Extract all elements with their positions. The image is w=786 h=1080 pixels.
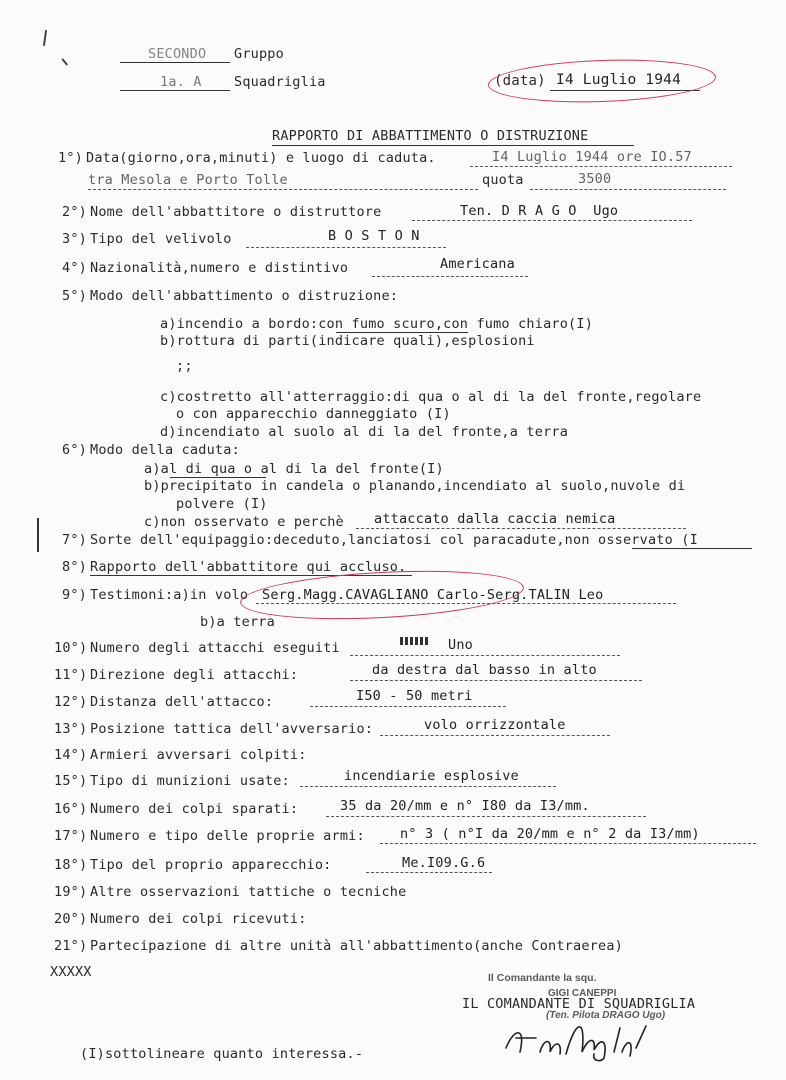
item-17-rule — [380, 843, 756, 844]
item-13-rule — [380, 735, 610, 736]
item-1-rule — [470, 166, 732, 167]
item-7-label: Sorte dell'equipaggio:deceduto,lanciatosi col paracadute,non osservato (I — [90, 532, 698, 548]
commander-stamp-line1: Il Comandante la squ. — [488, 972, 597, 984]
gruppo-underline — [120, 62, 230, 63]
item-7-underline — [632, 548, 752, 549]
footnote: (I)sottolineare quanto interessa.- — [80, 1046, 364, 1062]
item-18-number: 18°) — [54, 857, 88, 873]
item-18-value: Me.I09.G.6 — [402, 855, 486, 871]
item-14-number: 14°) — [54, 747, 88, 763]
item-6c: c)non osservato e perchè — [144, 514, 344, 530]
item-4-rule — [372, 276, 528, 277]
item-4-value: Americana — [440, 256, 515, 272]
item-12-label: Distanza dell'attacco: — [90, 694, 274, 710]
item-1-place-rule — [88, 189, 478, 190]
item-2-label: Nome dell'abbattitore o distruttore — [90, 204, 382, 220]
item-21-number: 21°) — [54, 938, 88, 954]
item-8-number: 8°) — [62, 559, 87, 575]
gruppo-label: Gruppo — [234, 46, 284, 62]
item-13-value: volo orrizzontale — [424, 717, 566, 733]
data-value: I4 Luglio 1944 — [556, 72, 682, 88]
item-9-value: Serg.Magg.CAVAGLIANO Carlo-Serg.TALIN Leo — [262, 587, 604, 603]
item-3-value: B O S T O N — [328, 228, 420, 244]
item-17-number: 17°) — [54, 828, 88, 844]
item-6b: b)precipitato in candela o planando,incendiato al suolo,nuvole di — [144, 478, 686, 494]
item-15-label: Tipo di munizioni usate: — [90, 773, 290, 789]
item-2-value: Ten. D R A G O Ugo — [460, 203, 619, 219]
item-13-number: 13°) — [54, 721, 88, 737]
item-21-label: Partecipazione di altre unità all'abbattimento(anche Contraerea) — [90, 938, 623, 954]
struck-marks: XXXXX — [50, 964, 92, 980]
item-3-number: 3°) — [62, 231, 87, 247]
item-6-number: 6°) — [62, 442, 87, 458]
item-1-quota-rule — [530, 189, 726, 190]
item-16-number: 16°) — [54, 801, 88, 817]
item-13-label: Posizione tattica dell'avversario: — [90, 721, 374, 737]
item-5b: b)rottura di parti(indicare quali),esplosioni — [160, 333, 535, 349]
item-3-rule — [246, 247, 446, 248]
item-9b: b)a terra — [200, 614, 275, 630]
header-tick-mark-2 — [61, 54, 72, 65]
item-6b-cont: polvere (I) — [176, 496, 268, 512]
item-5-label: Modo dell'abbattimento o distruzione: — [90, 288, 399, 304]
squadriglia-value: 1a. A — [160, 74, 202, 90]
item-9-label: Testimoni:a)in volo — [90, 587, 249, 603]
item-18-label: Tipo del proprio apparecchio: — [90, 857, 332, 873]
squadriglia-label: Squadriglia — [234, 74, 326, 90]
item-12-number: 12°) — [54, 694, 88, 710]
item-2-number: 2°) — [62, 204, 87, 220]
item-1-value: I4 Luglio 1944 ore IO.57 — [492, 149, 692, 165]
date-circle-mark — [487, 56, 716, 106]
item-4-label: Nazionalità,numero e distintivo — [90, 260, 349, 276]
item-8-label: Rapporto dell'abbattitore qui accluso. — [90, 559, 407, 575]
item-4-number: 4°) — [62, 260, 87, 276]
item-5b-cont: ;; — [176, 358, 193, 374]
commander-stamp-name: GIGI CANEPPI — [548, 988, 617, 999]
item-6a: a)al di qua o al di la del fronte(I) — [144, 461, 444, 477]
item-11-number: 11°) — [54, 667, 88, 683]
item-20-number: 20°) — [54, 911, 88, 927]
item-5d: d)incendiato al suolo al di la del fronte,a terra — [160, 424, 569, 440]
item-9-number: 9°) — [62, 587, 87, 603]
item-11-rule — [350, 680, 642, 681]
title-underline — [272, 145, 634, 146]
item-5c-cont: o con apparecchio danneggiato (I) — [176, 406, 451, 422]
item-12-value: I50 - 50 metri — [356, 688, 473, 704]
item-6c-value: attaccato dalla caccia nemica — [374, 511, 616, 527]
item-16-rule — [326, 816, 646, 817]
item-20-label: Numero dei colpi ricevuti: — [90, 911, 307, 927]
item-19-number: 19°) — [54, 884, 88, 900]
item-6c-rule — [356, 528, 686, 529]
margin-bar-6 — [37, 518, 39, 552]
commander-title: IL COMANDANTE DI SQUADRIGLIA — [462, 996, 696, 1012]
item-10-value: Uno — [448, 637, 473, 653]
item-10-rule — [350, 655, 620, 656]
item-3-label: Tipo del velivolo — [90, 231, 232, 247]
item-10-strikeout — [400, 637, 430, 645]
gruppo-value: SECONDO — [148, 46, 207, 62]
signature-mark — [496, 1008, 656, 1064]
commander-stamp-line3: (Ten. Pilota DRAGO Ugo) — [546, 1010, 666, 1021]
item-16-value: 35 da 20/mm e n° I80 da I3/mm. — [340, 798, 590, 814]
item-15-rule — [300, 786, 556, 787]
item-1-label: Data(giorno,ora,minuti) e luogo di caduta. — [86, 150, 436, 166]
item-19-label: Altre osservazioni tattiche o tecniche — [90, 884, 407, 900]
item-1-quota-label: quota — [482, 172, 524, 188]
item-16-label: Numero dei colpi sparati: — [90, 801, 299, 817]
item-1-place: tra Mesola e Porto Tolle — [88, 172, 288, 188]
item-10-number: 10°) — [54, 640, 88, 656]
header-tick-mark — [43, 30, 47, 46]
item-15-number: 15°) — [54, 773, 88, 789]
item-17-label: Numero e tipo delle proprie armi: — [90, 828, 365, 844]
squadriglia-underline — [120, 90, 230, 91]
item-1-quota-value: 3500 — [578, 171, 612, 187]
item-2-rule — [412, 220, 692, 221]
item-11-label: Direzione degli attacchi: — [90, 667, 299, 683]
item-11-value: da destra dal basso in alto — [372, 662, 597, 678]
item-12-rule — [310, 706, 506, 707]
item-10-label: Numero degli attacchi eseguiti — [90, 640, 340, 656]
item-5a: a)incendio a bordo:con fumo scuro,con fumo chiaro(I) — [160, 316, 594, 332]
item-14-label: Armieri avversari colpiti: — [90, 747, 307, 763]
item-1-number: 1°) — [58, 150, 83, 166]
item-5-number: 5°) — [62, 288, 87, 304]
item-18-rule — [366, 872, 492, 873]
data-label: (data) — [494, 73, 546, 89]
item-17-value: n° 3 ( n°I da 20/mm e n° 2 da I3/mm) — [400, 826, 700, 842]
page-title: RAPPORTO DI ABBATTIMENTO O DISTRUZIONE — [272, 128, 589, 144]
item-15-value: incendiarie esplosive — [344, 768, 519, 784]
item-6-label: Modo della caduta: — [90, 442, 240, 458]
item-7-number: 7°) — [62, 532, 87, 548]
item-5c: c)costretto all'atterraggio:di qua o al di la del fronte,regolare — [160, 389, 702, 405]
